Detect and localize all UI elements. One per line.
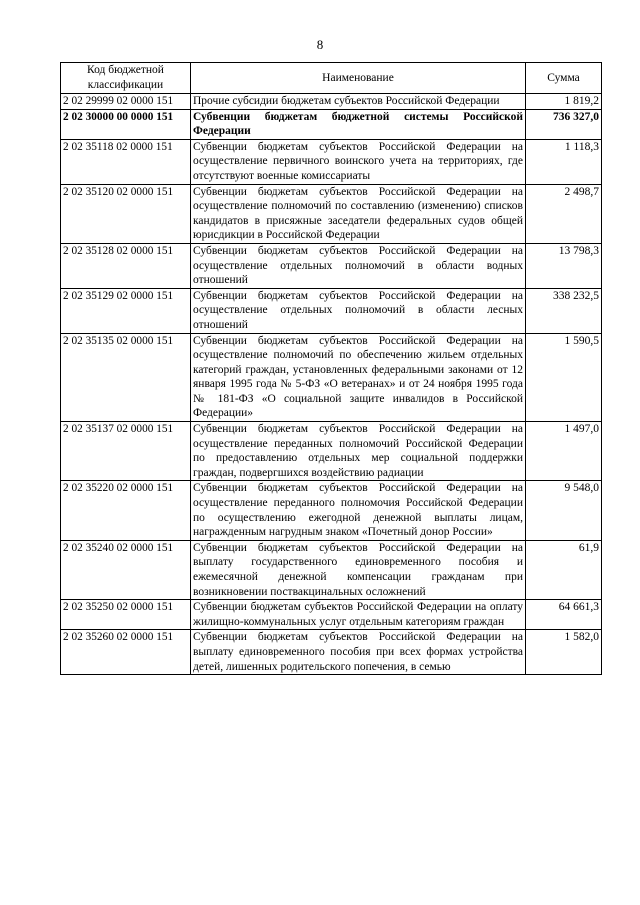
header-sum: Сумма bbox=[526, 63, 602, 94]
row-sum: 2 498,7 bbox=[526, 184, 602, 243]
table-row bbox=[61, 422, 602, 481]
row-name: Субвенции бюджетам субъектов Российской Федерации на оплату жилищно-коммунальных услуг отдельным категориям граждан bbox=[191, 600, 526, 630]
table-row bbox=[61, 630, 602, 675]
row-sum: 13 798,3 bbox=[526, 243, 602, 288]
row-sum: 1 819,2 bbox=[526, 94, 602, 110]
table-row bbox=[61, 139, 602, 184]
table-row bbox=[61, 184, 602, 243]
table-row bbox=[61, 333, 602, 422]
row-sum: 338 232,5 bbox=[526, 288, 602, 333]
row-sum: 61,9 bbox=[526, 540, 602, 599]
table-row bbox=[61, 540, 602, 599]
row-name: Субвенции бюджетам субъектов Российской Федерации на осуществление переданных полномочий Российской Федерации по предоставлению отдельных мер социальной поддержки граждан, подвергшихся воздействию радиации bbox=[191, 422, 526, 481]
row-sum: 1 118,3 bbox=[526, 139, 602, 184]
row-sum: 64 661,3 bbox=[526, 600, 602, 630]
row-code: 2 02 30000 00 0000 151 bbox=[61, 109, 191, 139]
table-row bbox=[61, 288, 602, 333]
row-name: Прочие субсидии бюджетам субъектов Российской Федерации bbox=[191, 94, 526, 110]
row-name: Субвенции бюджетам субъектов Российской Федерации на осуществление отдельных полномочий в области лесных отношений bbox=[191, 288, 526, 333]
table-row bbox=[61, 600, 602, 630]
header-code: Код бюджетной классификации bbox=[61, 63, 191, 94]
row-code: 2 02 35260 02 0000 151 bbox=[61, 630, 191, 675]
row-name: Субвенции бюджетам бюджетной системы Российской Федерации bbox=[191, 109, 526, 139]
budget-table bbox=[60, 62, 602, 675]
row-code: 2 02 35240 02 0000 151 bbox=[61, 540, 191, 599]
row-name: Субвенции бюджетам субъектов Российской Федерации на выплату государственного единовременного пособия и ежемесячной денежной компенсации гражданам при возникновении поствакцинальных осложнений bbox=[191, 540, 526, 599]
row-sum: 1 582,0 bbox=[526, 630, 602, 675]
row-name: Субвенции бюджетам субъектов Российской Федерации на выплату единовременного пособия при всех формах устройства детей, лишенных родительского попечения, в семью bbox=[191, 630, 526, 675]
table-row bbox=[61, 481, 602, 540]
row-code: 2 02 35137 02 0000 151 bbox=[61, 422, 191, 481]
row-code: 2 02 35129 02 0000 151 bbox=[61, 288, 191, 333]
row-name: Субвенции бюджетам субъектов Российской Федерации на осуществление переданного полномочия Российской Федерации по осуществлению ежегодной денежной выплаты лицам, награжденным нагрудным знаком «Почетный донор России» bbox=[191, 481, 526, 540]
row-code: 2 02 35118 02 0000 151 bbox=[61, 139, 191, 184]
row-code: 2 02 35128 02 0000 151 bbox=[61, 243, 191, 288]
row-sum: 1 497,0 bbox=[526, 422, 602, 481]
row-name: Субвенции бюджетам субъектов Российской Федерации на осуществление первичного воинского учета на территориях, где отсутствуют военные комиссариаты bbox=[191, 139, 526, 184]
table-row bbox=[61, 109, 602, 139]
table-header-row bbox=[61, 63, 602, 94]
header-name: Наименование bbox=[191, 63, 526, 94]
row-name: Субвенции бюджетам субъектов Российской Федерации на осуществление полномочий по составлению (изменению) списков кандидатов в присяжные заседатели федеральных судов общей юрисдикции в Российской Федерации bbox=[191, 184, 526, 243]
row-sum: 736 327,0 bbox=[526, 109, 602, 139]
row-code: 2 02 29999 02 0000 151 bbox=[61, 94, 191, 110]
row-sum: 9 548,0 bbox=[526, 481, 602, 540]
row-sum: 1 590,5 bbox=[526, 333, 602, 422]
page-number: 8 bbox=[316, 37, 324, 52]
row-code: 2 02 35120 02 0000 151 bbox=[61, 184, 191, 243]
table-row bbox=[61, 243, 602, 288]
row-name: Субвенции бюджетам субъектов Российской Федерации на осуществление отдельных полномочий в области водных отношений bbox=[191, 243, 526, 288]
row-code: 2 02 35135 02 0000 151 bbox=[61, 333, 191, 422]
row-code: 2 02 35250 02 0000 151 bbox=[61, 600, 191, 630]
table-row bbox=[61, 94, 602, 110]
row-name: Субвенции бюджетам субъектов Российской Федерации на осуществление полномочий по обеспечению жильем отдельных категорий граждан, установленных федеральными законами от 12 января 1995 года № 5-ФЗ «О ветеранах» и от 24 ноября 1995 года № 181-ФЗ «О социальной защите инвалидов в Российской Федерации» bbox=[191, 333, 526, 422]
row-code: 2 02 35220 02 0000 151 bbox=[61, 481, 191, 540]
